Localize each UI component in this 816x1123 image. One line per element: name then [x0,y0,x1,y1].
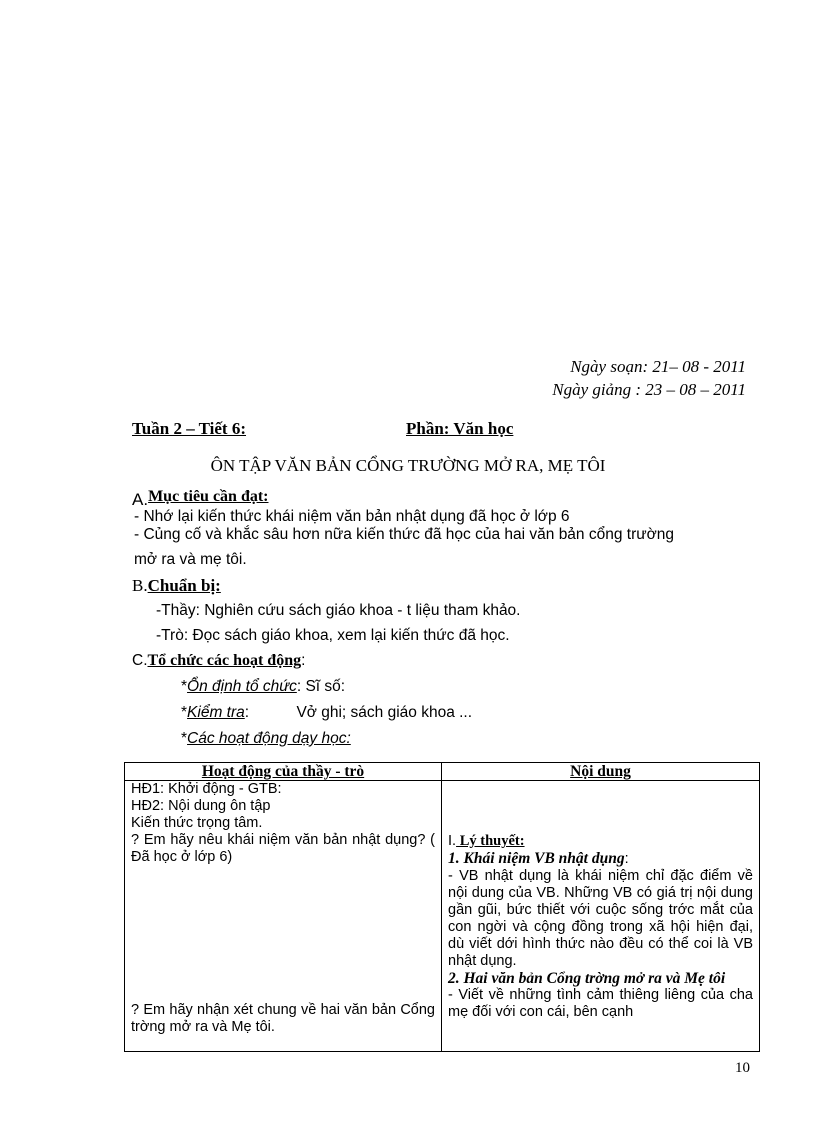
col-activities-header: Hoạt động của thầy - trò [125,763,442,781]
section-a-prefix: A. [132,490,149,509]
date-taught: Ngày giảng : 23 – 08 – 2011 [552,380,746,399]
section-c-prefix: C. [132,652,148,669]
theory-heading [448,833,753,850]
activity-item [181,730,351,748]
section-c-label: Tổ chức các hoạt động [147,652,302,669]
table-header-row [125,763,760,781]
theory-prefix: I. [448,833,457,849]
paragraph-1: - VB nhật dụng là khái niệm chỉ đặc điểm về nội dung của VB. Những VB có giá trị nội dung gần gũi, bức thiết với cuộc sống trớc mắt của con ngời và cộng đồng trong xã hội hiện đại, dù viết dới hình thức nào đều có thể coi là VB nhật dụng. [448,868,753,969]
section-a-label: Mục tiêu cần đạt: [148,488,269,505]
section-b-prefix: B. [132,576,148,595]
section-a-heading [132,490,269,510]
content-cell [442,781,760,1052]
col-content-header: Nội dung [442,763,760,781]
subheading-1-text: 1. Khái niệm VB nhật dụng [448,850,625,867]
section-a-line-2: - Củng cố và khắc sâu hơn nữa kiến thức đã học của hai văn bản cổng trường [134,526,675,543]
lesson-title: ÔN TẬP VĂN BẢN CỔNG TRƯỜNG MỞ RA, MẸ TÔI [210,456,606,475]
activity-value: : Sĩ số: [296,678,346,695]
activity-item [181,678,345,696]
section-b-heading [132,576,221,596]
activity-label: Các hoạt động dạy học: [187,730,351,747]
question-2: ? Em hãy nhận xét chung về hai văn bản Cổng trờng mở ra và Mẹ tôi. [131,1002,435,1035]
activity-star: * [181,678,188,695]
subheading-1 [448,850,753,868]
activity-line-2: HĐ2: Nội dung ôn tập [131,798,271,814]
activity-line-3: Kiến thức trọng tâm. [131,815,263,831]
activity-item [181,704,472,722]
activity-star: * [181,704,188,721]
lesson-table [124,762,760,1052]
week-period-label: Tuần 2 – Tiết 6: [132,419,247,438]
activity-line-1: HĐ1: Khởi động - GTB: [131,781,282,797]
section-c-suffix: : [301,652,306,669]
section-c-heading [132,652,305,670]
subheading-1-suffix: : [624,851,629,867]
page-number: 10 [735,1060,750,1076]
section-b-line-2: -Trò: Đọc sách giáo khoa, xem lại kiến thức đã học. [156,627,510,644]
part-label: Phần: Văn học [406,419,514,438]
activities-cell [125,781,442,1052]
date-prepared: Ngày soạn: 21– 08 - 2011 [570,357,746,376]
activity-label: Kiểm tra [187,704,245,721]
activity-value: : Vở ghi; sách giáo khoa ... [244,704,473,721]
activity-label: Ổn định tổ chức [187,678,297,695]
question-1: ? Em hãy nêu khái niệm văn bản nhật dụng? ( Đã học ở lớp 6) [131,832,435,865]
activity-star: * [181,730,188,747]
paragraph-2: - Viết về những tình cảm thiêng liêng của cha mẹ đối với con cái, bên cạnh [448,987,753,1020]
subheading-2: 2. Hai văn bản Cổng trờng mở ra và Mẹ tôi [448,970,726,987]
section-a-line-1: - Nhớ lại kiến thức khái niệm văn bản nhật dụng đã học ở lớp 6 [134,508,570,525]
section-b-line-1: -Thầy: Nghiên cứu sách giáo khoa - t liệu tham khảo. [156,602,521,619]
section-a-line-3: mở ra và mẹ tôi. [134,551,247,568]
section-b-label: Chuẩn bị: [147,576,221,595]
theory-label: Lý thuyết: [456,833,525,849]
table-row [125,781,760,1052]
